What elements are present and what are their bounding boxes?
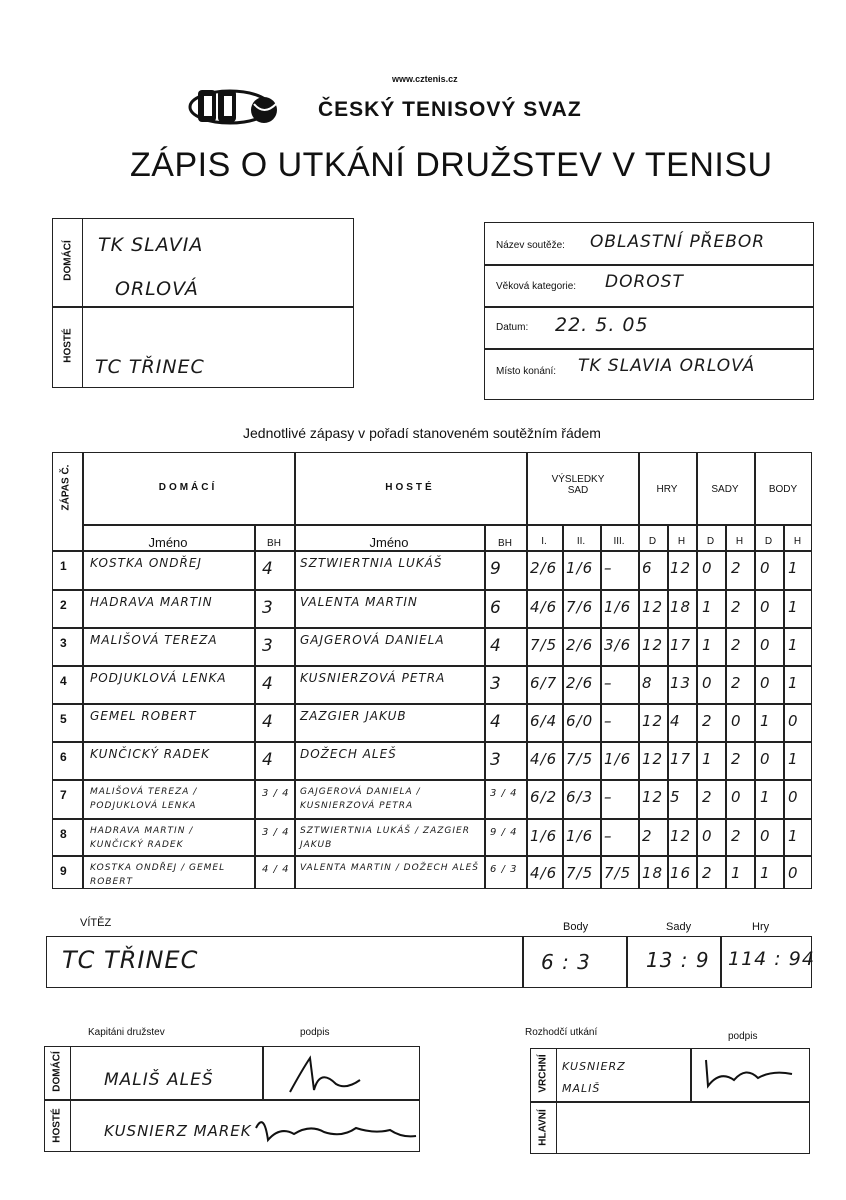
referees-sign-label: podpis <box>728 1031 758 1042</box>
home-bh: 3 <box>262 636 274 656</box>
home-header: DOMÁCÍ <box>158 482 218 493</box>
points-home: 1 <box>760 788 771 806</box>
points-home: 0 <box>760 598 771 616</box>
set3-score: – <box>604 827 613 845</box>
points-guest: 0 <box>788 788 799 806</box>
sets-home: 2 <box>702 788 713 806</box>
set2-score: 7/5 <box>566 864 594 882</box>
set1-score: 2/6 <box>530 559 558 577</box>
games-guest: 12 <box>670 827 692 845</box>
referee-chief-signature <box>700 1050 800 1100</box>
points-guest: 1 <box>788 750 799 768</box>
guest-bh-subheader: BH <box>498 538 512 549</box>
games-guest: 16 <box>670 864 692 882</box>
guest-players: SZTWIERTNIA LUKÁŠ / ZAZGIER JAKUB <box>300 826 470 850</box>
games-home: 12 <box>642 598 664 616</box>
games-guest: 17 <box>670 636 692 654</box>
winner-points: 6 : 3 <box>541 950 591 974</box>
guest-players: GAJGEROVÁ DANIELA / KUSNIERZOVÁ PETRA <box>300 787 421 811</box>
points-guest: 0 <box>788 864 799 882</box>
set1-score: 6/7 <box>530 674 558 692</box>
captain-home-signature <box>280 1050 370 1100</box>
games-home: 8 <box>642 674 653 692</box>
guest-bh: 4 <box>490 636 502 656</box>
sets-home: 2 <box>702 864 713 882</box>
captain-guest-label: HOSTÉ <box>51 1108 63 1143</box>
home-players: HADRAVA MARTIN <box>90 595 213 609</box>
points-home: 0 <box>760 559 771 577</box>
guest-bh: 3 <box>490 750 502 770</box>
home-bh-subheader: BH <box>267 538 281 549</box>
games-guest: 18 <box>670 598 692 616</box>
guest-bh: 9 / 4 <box>490 827 518 838</box>
sets-home: 0 <box>702 559 713 577</box>
set3-subheader: III. <box>613 536 625 547</box>
guest-players: KUSNIERZOVÁ PETRA <box>300 671 446 685</box>
sets-home: 1 <box>702 750 713 768</box>
sets-d-subheader: D <box>706 536 715 547</box>
games-home: 6 <box>642 559 653 577</box>
games-guest: 17 <box>670 750 692 768</box>
points-d-subheader: D <box>764 536 773 547</box>
points-h-subheader: H <box>793 536 802 547</box>
guest-bh: 6 / 3 <box>490 864 518 875</box>
set3-score: 3/6 <box>604 636 632 654</box>
sets-guest: 0 <box>731 712 742 730</box>
date-value: 22. 5. 05 <box>555 314 649 336</box>
set3-score: – <box>604 788 613 806</box>
page-title: ZÁPIS O UTKÁNÍ DRUŽSTEV V TENISU <box>130 146 773 184</box>
referee-main-label: HLAVNÍ <box>537 1109 549 1146</box>
points-guest: 0 <box>788 712 799 730</box>
games-h-subheader: H <box>677 536 686 547</box>
winner-games: 114 : 94 <box>728 948 815 970</box>
set2-score: 1/6 <box>566 827 594 845</box>
points-home: 0 <box>760 674 771 692</box>
competition-value: OBLASTNÍ PŘEBOR <box>590 232 766 252</box>
home-players: GEMEL ROBERT <box>90 709 197 723</box>
winner-label: VÍTĚZ <box>80 917 112 929</box>
home-players: PODJUKLOVÁ LENKA <box>90 671 227 685</box>
site-url: www.cztenis.cz <box>392 74 458 84</box>
referees-label: Rozhodčí utkání <box>525 1027 598 1038</box>
points-home: 1 <box>760 712 771 730</box>
set1-subheader: I. <box>541 536 547 547</box>
venue-label: Místo konání: <box>496 366 557 377</box>
points-guest: 1 <box>788 674 799 692</box>
match-number: 4 <box>60 674 67 688</box>
games-home: 12 <box>642 750 664 768</box>
games-home: 12 <box>642 636 664 654</box>
org-name: ČESKÝ TENISOVÝ SVAZ <box>318 98 582 121</box>
guest-bh: 3 <box>490 674 502 694</box>
games-guest: 13 <box>670 674 692 692</box>
guest-players: ZAZGIER JAKUB <box>300 709 407 723</box>
winner-points-label: Body <box>563 921 589 933</box>
guest-players: GAJGEROVÁ DANIELA <box>300 633 445 647</box>
home-team-line2: ORLOVÁ <box>115 278 199 300</box>
sets-guest: 2 <box>731 598 742 616</box>
set1-score: 1/6 <box>530 827 558 845</box>
games-home: 12 <box>642 712 664 730</box>
referee-chief-label: VRCHNÍ <box>537 1054 549 1093</box>
match-number: 9 <box>60 864 67 878</box>
points-home: 0 <box>760 827 771 845</box>
points-guest: 1 <box>788 827 799 845</box>
home-players: MALIŠOVÁ TEREZA <box>90 633 218 647</box>
referee-chief-name: KUSNIERZ MALIŠ <box>562 1060 626 1095</box>
sets-header: SADY <box>711 484 739 495</box>
sets-guest: 1 <box>731 864 742 882</box>
sets-guest: 2 <box>731 559 742 577</box>
sets-home: 2 <box>702 712 713 730</box>
competition-label: Název soutěže: <box>496 240 565 251</box>
set2-score: 2/6 <box>566 636 594 654</box>
guest-bh: 6 <box>490 598 502 618</box>
home-bh: 4 <box>262 750 274 770</box>
home-players: KUNČICKÝ RADEK <box>90 747 210 761</box>
guest-team-name: TC TŘINEC <box>95 356 205 378</box>
set1-score: 4/6 <box>530 598 558 616</box>
venue-value: TK SLAVIA ORLOVÁ <box>578 356 756 376</box>
home-bh: 3 / 4 <box>262 788 290 799</box>
set1-score: 4/6 <box>530 750 558 768</box>
match-number: 2 <box>60 598 67 612</box>
set1-score: 4/6 <box>530 864 558 882</box>
matches-caption: Jednotlivé zápasy v pořadí stanoveném soutěžním řádem <box>243 425 601 441</box>
date-label: Datum: <box>496 322 529 333</box>
home-bh: 4 / 4 <box>262 864 290 875</box>
points-header: BODY <box>768 484 798 495</box>
points-home: 0 <box>760 636 771 654</box>
set2-score: 2/6 <box>566 674 594 692</box>
guest-bh: 3 / 4 <box>490 788 518 799</box>
guest-bh: 9 <box>490 559 502 579</box>
set3-score: 1/6 <box>604 598 632 616</box>
points-guest: 1 <box>788 636 799 654</box>
match-number: 5 <box>60 712 67 726</box>
set3-score: – <box>604 559 613 577</box>
games-home: 2 <box>642 827 653 845</box>
games-guest: 4 <box>670 712 681 730</box>
sets-guest: 2 <box>731 674 742 692</box>
guest-players: SZTWIERTNIA LUKÁŠ <box>300 556 443 570</box>
home-players: KOSTKA ONDŘEJ <box>90 556 202 570</box>
captain-guest-signature <box>250 1108 420 1148</box>
guest-players: DOŽECH ALEŠ <box>300 747 397 761</box>
guest-name-subheader: Jméno <box>369 535 409 550</box>
cts-logo-icon <box>180 82 290 132</box>
set2-score: 6/0 <box>566 712 594 730</box>
games-d-subheader: D <box>648 536 657 547</box>
set1-score: 6/2 <box>530 788 558 806</box>
winner-sets: 13 : 9 <box>646 948 710 972</box>
set3-score: 1/6 <box>604 750 632 768</box>
set3-score: – <box>604 674 613 692</box>
match-number: 8 <box>60 827 67 841</box>
home-players: MALIŠOVÁ TEREZA / PODJUKLOVÁ LENKA <box>90 787 198 811</box>
match-number: 6 <box>60 750 67 764</box>
set2-score: 7/5 <box>566 750 594 768</box>
games-guest: 12 <box>670 559 692 577</box>
match-number: 7 <box>60 788 67 802</box>
match-number: 1 <box>60 559 67 573</box>
sets-home: 1 <box>702 636 713 654</box>
set3-score: 7/5 <box>604 864 632 882</box>
set1-score: 6/4 <box>530 712 558 730</box>
set2-score: 7/6 <box>566 598 594 616</box>
captains-label: Kapitáni družstev <box>88 1027 165 1038</box>
set2-score: 1/6 <box>566 559 594 577</box>
guest-players: VALENTA MARTIN <box>300 595 418 609</box>
home-players: HADRAVA MARTIN / KUNČICKÝ RADEK <box>90 826 194 850</box>
captain-guest-name: KUSNIERZ MAREK <box>104 1122 252 1140</box>
winner-sets-label: Sady <box>666 921 692 933</box>
category-label: Věková kategorie: <box>496 281 577 292</box>
home-bh: 3 <box>262 598 274 618</box>
sets-guest: 0 <box>731 788 742 806</box>
home-team-label: DOMÁCÍ <box>62 240 74 281</box>
sets-home: 1 <box>702 598 713 616</box>
home-bh: 4 <box>262 674 274 694</box>
set2-score: 6/3 <box>566 788 594 806</box>
captain-home-name: MALIŠ ALEŠ <box>104 1070 214 1090</box>
home-team-line1: TK SLAVIA <box>98 234 204 256</box>
guest-bh: 4 <box>490 712 502 732</box>
home-bh: 4 <box>262 559 274 579</box>
sets-guest: 2 <box>731 827 742 845</box>
home-bh: 3 / 4 <box>262 827 290 838</box>
points-home: 1 <box>760 864 771 882</box>
set2-subheader: II. <box>576 536 586 547</box>
captains-sign-label: podpis <box>300 1027 330 1038</box>
winner-name: TC TŘINEC <box>62 946 199 974</box>
cts-logo <box>180 82 290 132</box>
guest-players: VALENTA MARTIN / DOŽECH ALEŠ <box>300 863 479 873</box>
results-header: VÝSLEDKY SAD <box>551 474 605 496</box>
guest-header: HOSTÉ <box>385 482 435 493</box>
games-home: 12 <box>642 788 664 806</box>
points-guest: 1 <box>788 598 799 616</box>
sets-guest: 2 <box>731 750 742 768</box>
match-number: 3 <box>60 636 67 650</box>
games-guest: 5 <box>670 788 681 806</box>
sets-home: 0 <box>702 827 713 845</box>
home-bh: 4 <box>262 712 274 732</box>
home-players: KOSTKA ONDŘEJ / GEMEL ROBERT <box>90 863 226 887</box>
winner-games-label: Hry <box>752 921 770 933</box>
sets-home: 0 <box>702 674 713 692</box>
guest-team-label: HOSTÉ <box>62 328 74 363</box>
home-name-subheader: Jméno <box>148 535 188 550</box>
games-home: 18 <box>642 864 664 882</box>
points-guest: 1 <box>788 559 799 577</box>
match-number-header: ZÁPAS Č. <box>60 464 72 511</box>
set3-score: – <box>604 712 613 730</box>
sets-h-subheader: H <box>735 536 744 547</box>
captain-home-label: DOMÁCÍ <box>51 1051 63 1092</box>
games-header: HRY <box>656 484 678 495</box>
sets-guest: 2 <box>731 636 742 654</box>
category-value: DOROST <box>605 272 684 292</box>
set1-score: 7/5 <box>530 636 558 654</box>
points-home: 0 <box>760 750 771 768</box>
